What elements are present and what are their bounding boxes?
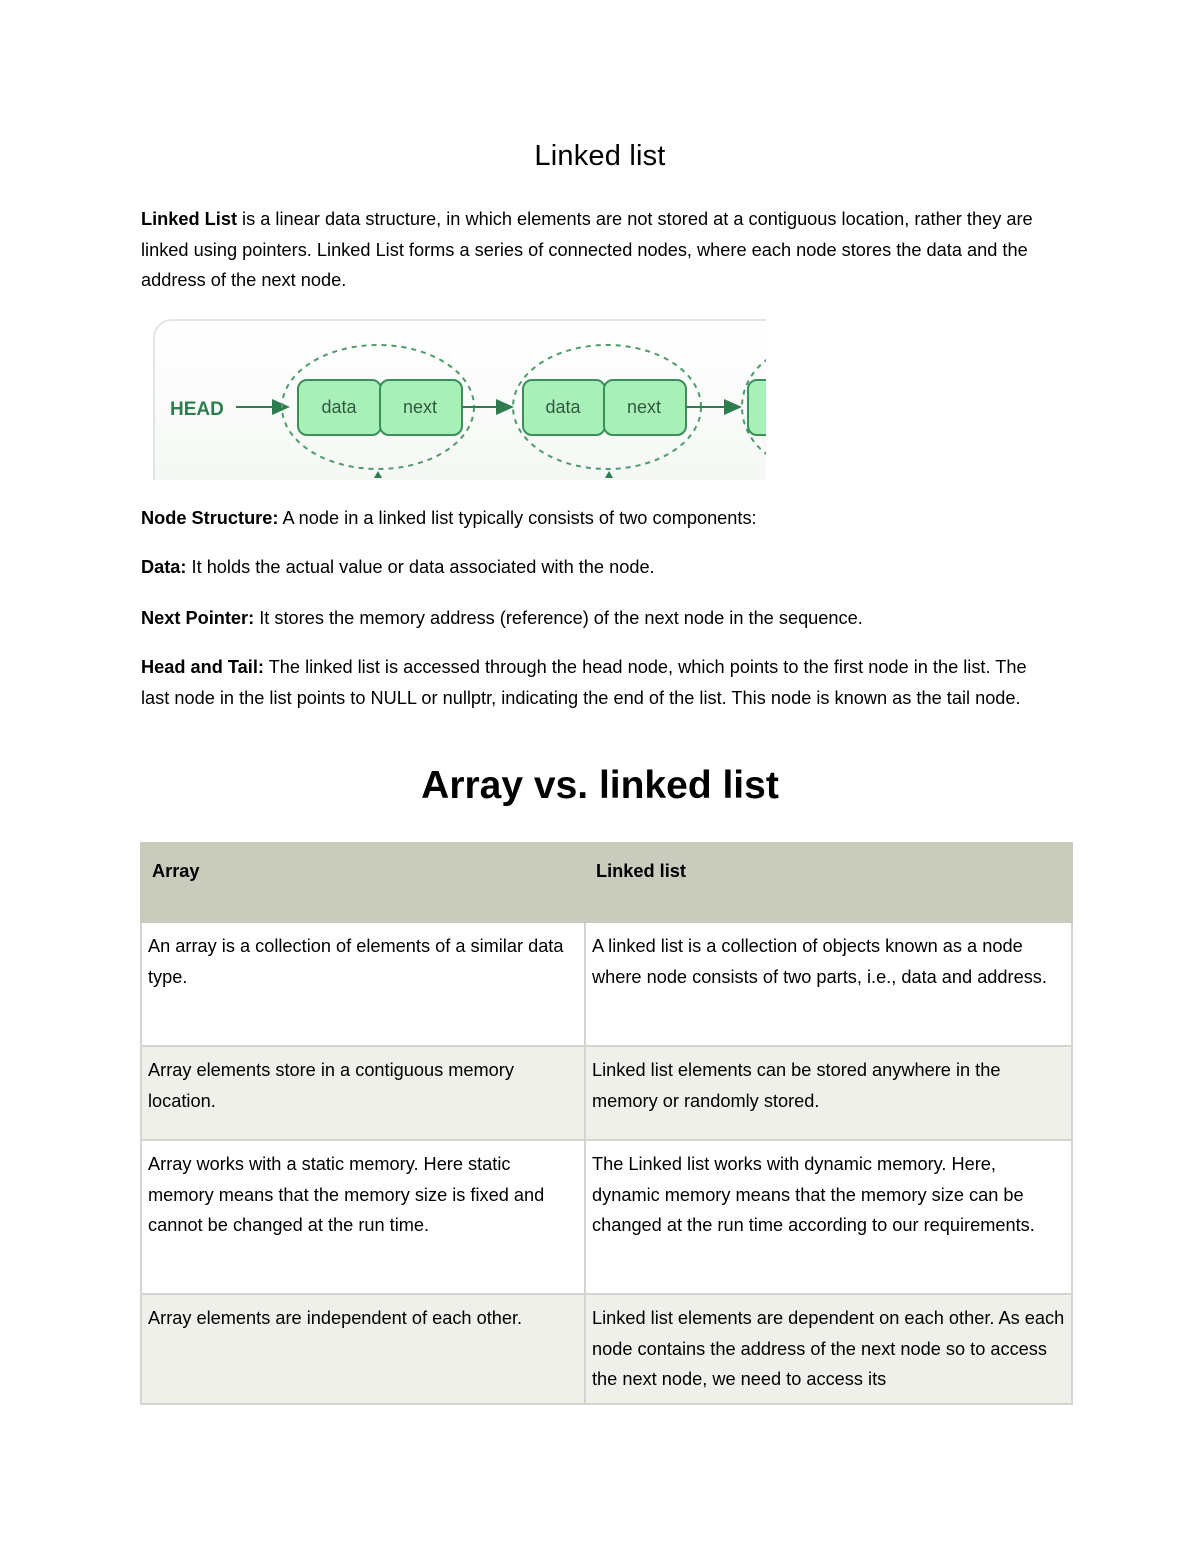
node-2-data-label: data	[545, 397, 581, 417]
header-linked-list: Linked list	[585, 843, 1072, 922]
table-cell: Linked list elements can be stored anywhere in the memory or randomly stored.	[585, 1046, 1072, 1140]
head-tail-text: The linked list is accessed through the head node, which points to the first node in the list. The last node in the list points to NULL or nullptr, indicating the end of the list. This node is known as the tail node.	[141, 657, 1027, 708]
head-label: HEAD	[170, 399, 224, 420]
table-row	[141, 922, 1072, 1046]
node-structure-text: A node in a linked list typically consists of two components:	[278, 508, 757, 528]
head-tail-paragraph	[141, 652, 1041, 713]
comparison-table	[140, 842, 1073, 1405]
table-row	[141, 1046, 1072, 1140]
node-1-data-label: data	[321, 397, 357, 417]
table-cell: An array is a collection of elements of a similar data type.	[141, 922, 585, 1046]
next-pointer-text: It stores the memory address (reference) of the next node in the sequence.	[254, 608, 863, 628]
page-title: Linked list	[534, 140, 666, 172]
data-paragraph	[141, 552, 1041, 583]
data-text: It holds the actual value or data associated with the node.	[186, 557, 655, 577]
table-cell: Linked list elements are dependent on each other. As each node contains the address of the next node so to access the next node, we need to access its	[585, 1294, 1072, 1404]
linked-list-diagram	[152, 318, 766, 480]
intro-paragraph	[141, 204, 1041, 296]
table-row	[141, 1294, 1072, 1404]
node-3-data-cell	[748, 380, 766, 435]
intro-text: is a linear data structure, in which elements are not stored at a contiguous location, rather they are linked using pointers. Linked List forms a series of connected nodes, where each node stores the data and the address of the next node.	[141, 209, 1033, 290]
next-pointer-label: Next Pointer:	[141, 608, 255, 628]
head-tail-label: Head and Tail:	[141, 657, 264, 677]
data-label: Data:	[141, 557, 187, 577]
table-cell: The Linked list works with dynamic memory. Here, dynamic memory means that the memory size can be changed at the run time according to our requirements.	[585, 1140, 1072, 1294]
node-2-next-label: next	[626, 397, 662, 417]
intro-term: Linked List	[141, 209, 237, 229]
table-cell: Array elements are independent of each other.	[141, 1294, 585, 1404]
comparison-heading: Array vs. linked list	[421, 764, 779, 807]
table-cell: A linked list is a collection of objects known as a node where node consists of two parts, i.e., data and address.	[585, 922, 1072, 1046]
table-cell: Array elements store in a contiguous memory location.	[141, 1046, 585, 1140]
table-header-row	[141, 843, 1072, 922]
node-structure-paragraph	[141, 503, 1041, 534]
table-cell: Array works with a static memory. Here static memory means that the memory size is fixed and cannot be changed at the run time.	[141, 1140, 585, 1294]
table-row	[141, 1140, 1072, 1294]
node-structure-label: Node Structure:	[141, 508, 279, 528]
header-array: Array	[141, 843, 585, 922]
next-pointer-paragraph	[141, 603, 1041, 634]
node-1-next-label: next	[402, 397, 438, 417]
